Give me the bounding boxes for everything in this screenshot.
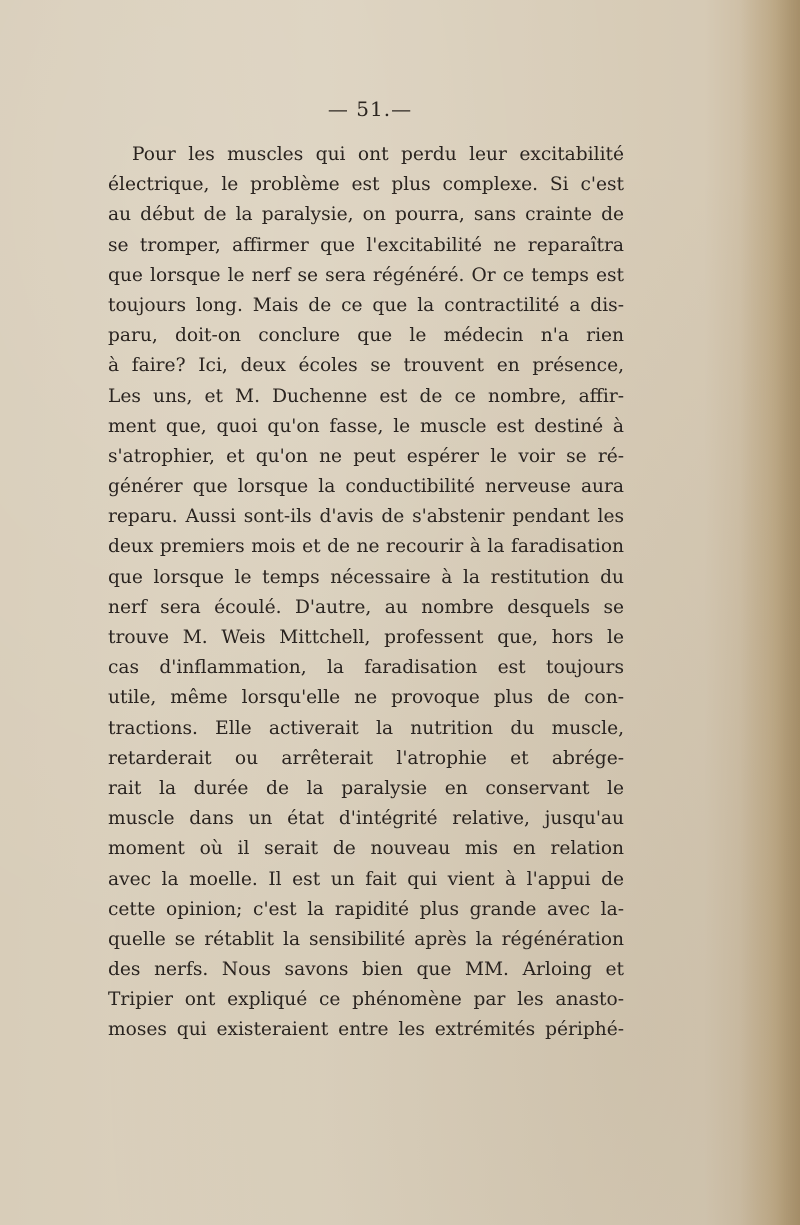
text-line: toujours long. Mais de ce que la contractilité a dis- bbox=[108, 294, 624, 316]
text-line: des nerfs. Nous savons bien que MM. Arloing et bbox=[108, 959, 624, 981]
text-line: avec la moelle. Il est un fait qui vient à l'appui de bbox=[108, 868, 624, 890]
text-line: que lorsque le nerf se sera régénéré. Or ce temps est bbox=[108, 264, 624, 286]
page-edge-stain bbox=[740, 0, 800, 1225]
page-number: — 51.— bbox=[327, 97, 413, 121]
text-line: s'atrophier, et qu'on ne peut espérer le voir se ré- bbox=[108, 445, 624, 467]
text-line: ment que, quoi qu'on fasse, le muscle est destiné à bbox=[108, 415, 624, 437]
text-line: rait la durée de la paralysie en conservant le bbox=[108, 777, 624, 799]
text-line: utile, même lorsqu'elle ne provoque plus de con- bbox=[108, 687, 624, 709]
text-line: se tromper, affirmer que l'excitabilité ne reparaîtra bbox=[108, 234, 624, 256]
text-line: que lorsque le temps nécessaire à la restitution du bbox=[108, 566, 624, 588]
text-line: trouve M. Weis Mittchell, professent que, hors le bbox=[108, 627, 624, 648]
text-line: Les uns, et M. Duchenne est de ce nombre, affir- bbox=[108, 385, 624, 407]
text-line: cette opinion; c'est la rapidité plus grande avec la- bbox=[108, 898, 624, 920]
text-line: électrique, le problème est plus complexe. Si c'est bbox=[108, 174, 624, 196]
text-line: Pour les muscles qui ont perdu leur excitabilité bbox=[132, 144, 624, 165]
text-line: cas d'inflammation, la faradisation est toujours bbox=[108, 657, 624, 679]
text-line: retarderait ou arrêterait l'atrophie et abrége- bbox=[108, 747, 624, 769]
text-line: tractions. Elle activerait la nutrition du muscle, bbox=[108, 717, 624, 739]
body-text bbox=[108, 140, 624, 1046]
text-line: muscle dans un état d'intégrité relative, jusqu'au bbox=[108, 808, 624, 830]
text-line: nerf sera écoulé. D'autre, au nombre desquels se bbox=[108, 596, 624, 618]
text-line: au début de la paralysie, on pourra, sans crainte de bbox=[108, 204, 624, 226]
text-line: moses qui existeraient entre les extrémités périphé- bbox=[108, 1019, 624, 1041]
text-line: deux premiers mois et de ne recourir à la faradisation bbox=[108, 536, 624, 558]
text-line: reparu. Aussi sont-ils d'avis de s'abstenir pendant les bbox=[108, 506, 624, 528]
text-line: Tripier ont expliqué ce phénomène par les anasto- bbox=[108, 989, 624, 1011]
text-line: à faire? Ici, deux écoles se trouvent en présence, bbox=[108, 355, 624, 377]
text-line: générer que lorsque la conductibilité nerveuse aura bbox=[108, 476, 624, 498]
text-line: moment où il serait de nouveau mis en relation bbox=[108, 838, 624, 860]
text-line: paru, doit-on conclure que le médecin n'a rien bbox=[108, 325, 624, 347]
text-line: quelle se rétablit la sensibilité après la régénération bbox=[108, 928, 624, 950]
